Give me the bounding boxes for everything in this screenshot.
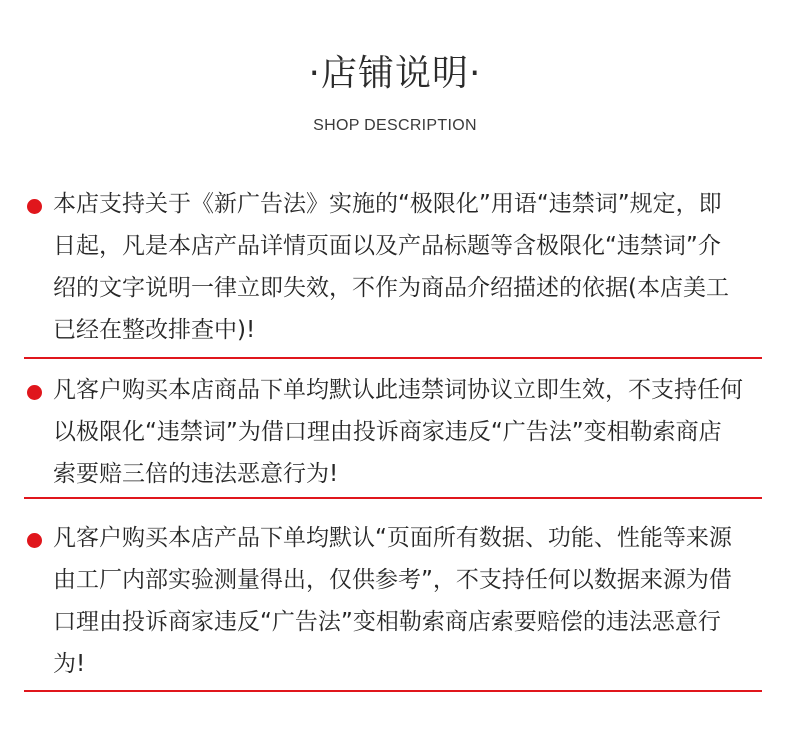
notice-paragraph-3: 凡客户购买本店产品下单均默认“页面所有数据、功能、性能等来源由工厂内部实验测量得出，仅供参考”，不支持任何以数据来源为借口理由投诉商家违反“广告法”变相勒索商店索要赔偿的违法恶意行为! bbox=[53, 525, 732, 677]
page-title: ·店铺说明· bbox=[308, 53, 482, 94]
bullet-icon bbox=[27, 199, 42, 214]
page-subtitle: SHOP DESCRIPTION bbox=[313, 117, 477, 134]
section-divider bbox=[24, 497, 762, 499]
section-divider bbox=[24, 690, 762, 692]
notice-paragraph-1: 本店支持关于《新广告法》实施的“极限化”用语“违禁词”规定，即日起，凡是本店产品详情页面以及产品标题等含极限化“违禁词”介绍的文字说明一律立即失效，不作为商品介绍描述的依据(本店美工已经在整改排查中)! bbox=[53, 191, 729, 343]
bullet-icon bbox=[27, 533, 42, 548]
bullet-icon bbox=[27, 385, 42, 400]
section-divider bbox=[24, 357, 762, 359]
notice-paragraph-2: 凡客户购买本店商品下单均默认此违禁词协议立即生效，不支持任何以极限化“违禁词”为借口理由投诉商家违反“广告法”变相勒索商店索要赔三倍的违法恶意行为! bbox=[53, 377, 743, 487]
